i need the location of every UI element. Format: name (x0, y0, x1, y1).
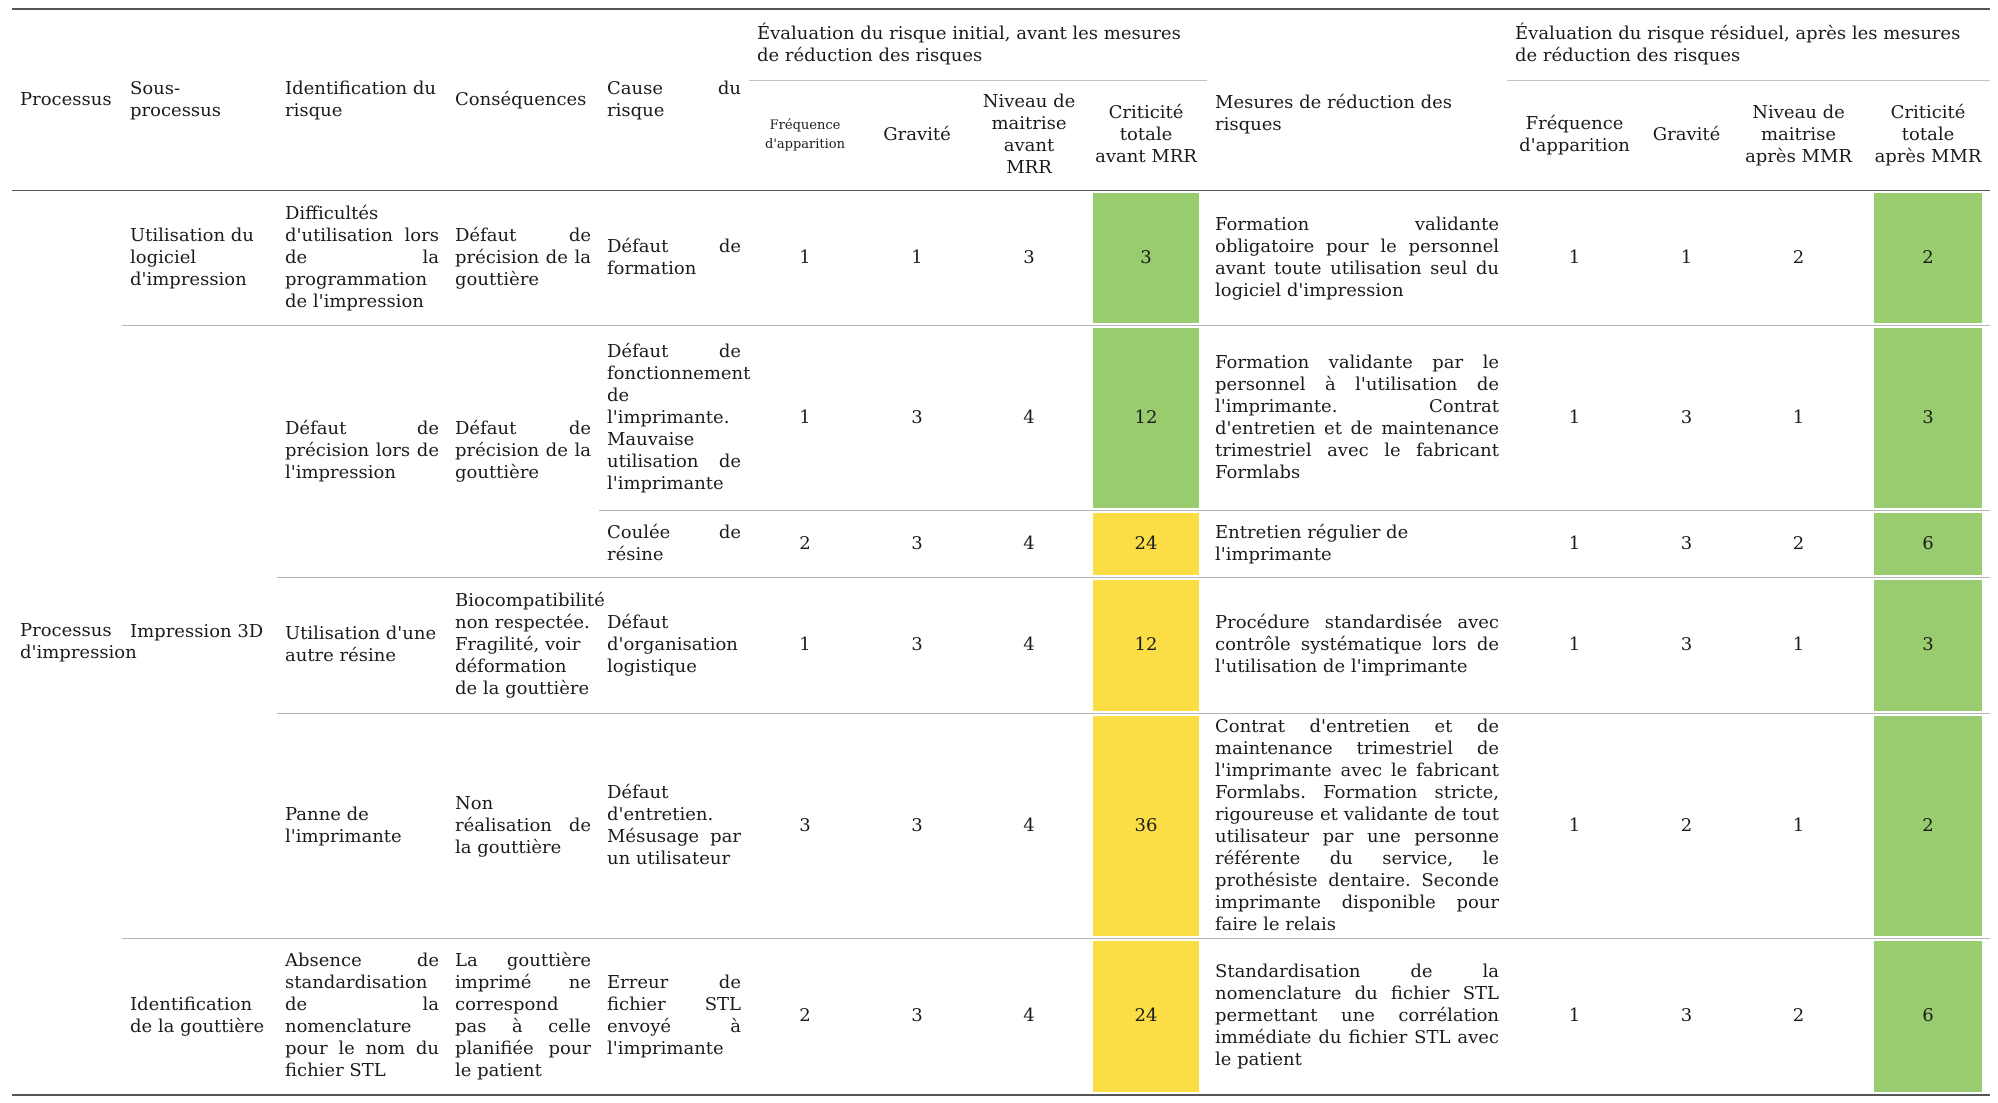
cell-res-criticite (1866, 510, 1990, 577)
cell-risk: Défaut de précision lors de l'impression (277, 325, 447, 577)
cell-risk: Difficultés d'utilisation lors de la programmation de l'impression (277, 190, 447, 325)
cell-risk: Utilisation d'une autre résine (277, 577, 447, 713)
cell-res-niveau: 1 (1731, 325, 1866, 510)
cell-res-criticite (1866, 938, 1990, 1095)
header-init-niveau: Niveau de maitrise avant MRR (982, 91, 1076, 178)
header-init-criticite: Criticité totale avant MRR (1095, 102, 1197, 167)
header-init-frequence: Fréquence d'apparition (765, 118, 845, 152)
header-consequences: Conséquences (447, 9, 599, 190)
cell-cause: Défaut de formation (599, 190, 749, 325)
cell-res-niveau: 1 (1731, 713, 1866, 938)
cell-risk: Panne de l'imprimante (277, 713, 447, 938)
table-row (12, 713, 1990, 938)
criticite-badge: 3 (1874, 328, 1982, 508)
cell-res-frequence: 1 (1507, 325, 1642, 510)
cell-init-criticite (1085, 577, 1207, 713)
cell-mesures: Entretien régulier de l'imprimante (1207, 510, 1507, 577)
cell-init-frequence: 2 (749, 510, 861, 577)
cell-init-niveau: 3 (973, 190, 1085, 325)
cell-init-gravite: 3 (861, 577, 973, 713)
cell-res-frequence: 1 (1507, 713, 1642, 938)
criticite-badge: 3 (1093, 193, 1199, 323)
cell-init-criticite (1085, 190, 1207, 325)
header-res-gravite: Gravité (1652, 124, 1721, 145)
cell-consequence: Non réalisation de la gouttière (447, 713, 599, 938)
table-row (12, 325, 1990, 510)
cell-init-frequence: 2 (749, 938, 861, 1095)
cell-cause: Coulée de résine (599, 510, 749, 577)
cell-res-criticite (1866, 713, 1990, 938)
cell-res-niveau: 2 (1731, 510, 1866, 577)
criticite-badge: 12 (1093, 328, 1199, 508)
cell-init-gravite: 3 (861, 713, 973, 938)
risk-assessment-table (12, 8, 1990, 1096)
table-row (12, 938, 1990, 1095)
cell-init-criticite (1085, 325, 1207, 510)
header-initial-group: Évaluation du risque initial, avant les mesures de réduction des risques (749, 9, 1207, 80)
cell-mesures: Formation validante obligatoire pour le personnel avant toute utilisation seul du logiciel d'impression (1207, 190, 1507, 325)
cell-risk: Absence de standardisation de la nomenclature pour le nom du fichier STL (277, 938, 447, 1095)
criticite-badge: 6 (1874, 513, 1982, 575)
header-sous-processus: Sous-processus (122, 9, 277, 190)
cell-processus: Processus d'impression (12, 190, 122, 1095)
cell-mesures: Formation validante par le personnel à l'utilisation de l'imprimante. Contrat d'entretien et de maintenance trimestriel avec le fabricant Formlabs (1207, 325, 1507, 510)
cell-mesures: Standardisation de la nomenclature du fichier STL permettant une corrélation immédiate du fichier STL avec le patient (1207, 938, 1507, 1095)
cell-sous-processus: Utilisation du logiciel d'impression (122, 190, 277, 325)
cell-init-criticite (1085, 510, 1207, 577)
cell-res-frequence: 1 (1507, 577, 1642, 713)
cell-cause: Défaut d'organisation logistique (599, 577, 749, 713)
cell-init-niveau: 4 (973, 713, 1085, 938)
cell-init-frequence: 1 (749, 577, 861, 713)
cell-init-gravite: 3 (861, 325, 973, 510)
header-residual-group: Évaluation du risque résiduel, après les mesures de réduction des risques (1507, 9, 1990, 80)
cell-cause: Erreur de fichier STL envoyé à l'imprimante (599, 938, 749, 1095)
cell-res-criticite (1866, 577, 1990, 713)
cell-res-gravite: 2 (1642, 713, 1731, 938)
cell-init-gravite: 1 (861, 190, 973, 325)
cell-init-niveau: 4 (973, 325, 1085, 510)
header-processus: Processus (12, 9, 122, 190)
cell-init-niveau: 4 (973, 510, 1085, 577)
cell-consequence: Défaut de précision de la gouttière (447, 325, 599, 577)
header-res-criticite: Criticité totale après MMR (1874, 102, 1982, 167)
cell-sous-processus: Identification de la gouttière (122, 938, 277, 1095)
cell-res-criticite (1866, 325, 1990, 510)
header-cause: Cause du risque (599, 9, 749, 190)
criticite-badge: 12 (1093, 580, 1199, 711)
cell-consequence: La gouttière imprimé ne correspond pas à celle planifiée pour le patient (447, 938, 599, 1095)
cell-init-criticite (1085, 713, 1207, 938)
table-row (12, 577, 1990, 713)
cell-mesures: Procédure standardisée avec contrôle systématique lors de l'utilisation de l'imprimante (1207, 577, 1507, 713)
cell-init-frequence: 3 (749, 713, 861, 938)
table-row (12, 190, 1990, 325)
cell-res-criticite (1866, 190, 1990, 325)
criticite-badge: 36 (1093, 716, 1199, 936)
criticite-badge: 24 (1093, 513, 1199, 575)
cell-res-frequence: 1 (1507, 190, 1642, 325)
cell-consequence: Biocompatibilité non respectée. Fragilité, voir déformation de la gouttière (447, 577, 599, 713)
cell-mesures: Contrat d'entretien et de maintenance trimestriel de l'imprimante avec le fabricant Formlabs. Formation stricte, rigoureuse et validante de tout utilisateur par une personne référente du service, le prothésiste dentaire. Seconde imprimante disponible pour faire le relais (1207, 713, 1507, 938)
criticite-badge: 3 (1874, 580, 1982, 711)
header-mesures: Mesures de réduction des risques (1207, 9, 1507, 190)
header-identification: Identification du risque (277, 9, 447, 190)
header-init-gravite: Gravité (883, 124, 951, 145)
cell-res-niveau: 2 (1731, 938, 1866, 1095)
cell-sous-processus: Impression 3D (122, 325, 277, 938)
cell-init-gravite: 3 (861, 510, 973, 577)
cell-init-criticite (1085, 938, 1207, 1095)
criticite-badge: 2 (1874, 716, 1982, 936)
cell-init-niveau: 4 (973, 577, 1085, 713)
criticite-badge: 6 (1874, 941, 1982, 1093)
cell-init-gravite: 3 (861, 938, 973, 1095)
cell-res-gravite: 1 (1642, 190, 1731, 325)
cell-res-gravite: 3 (1642, 510, 1731, 577)
cell-init-niveau: 4 (973, 938, 1085, 1095)
cell-res-gravite: 3 (1642, 938, 1731, 1095)
cell-cause: Défaut de fonctionnement de l'imprimante. Mauvaise utilisation de l'imprimante (599, 325, 749, 510)
cell-cause: Défaut d'entretien. Mésusage par un utilisateur (599, 713, 749, 938)
header-res-niveau: Niveau de maitrise après MMR (1745, 102, 1852, 167)
cell-init-frequence: 1 (749, 190, 861, 325)
cell-consequence: Défaut de précision de la gouttière (447, 190, 599, 325)
cell-res-gravite: 3 (1642, 325, 1731, 510)
header-res-frequence: Fréquence d'apparition (1519, 113, 1630, 156)
cell-res-frequence: 1 (1507, 938, 1642, 1095)
cell-res-niveau: 2 (1731, 190, 1866, 325)
cell-res-niveau: 1 (1731, 577, 1866, 713)
criticite-badge: 2 (1874, 193, 1982, 323)
cell-res-frequence: 1 (1507, 510, 1642, 577)
cell-init-frequence: 1 (749, 325, 861, 510)
cell-res-gravite: 3 (1642, 577, 1731, 713)
header-row-1 (12, 9, 1990, 80)
criticite-badge: 24 (1093, 941, 1199, 1093)
